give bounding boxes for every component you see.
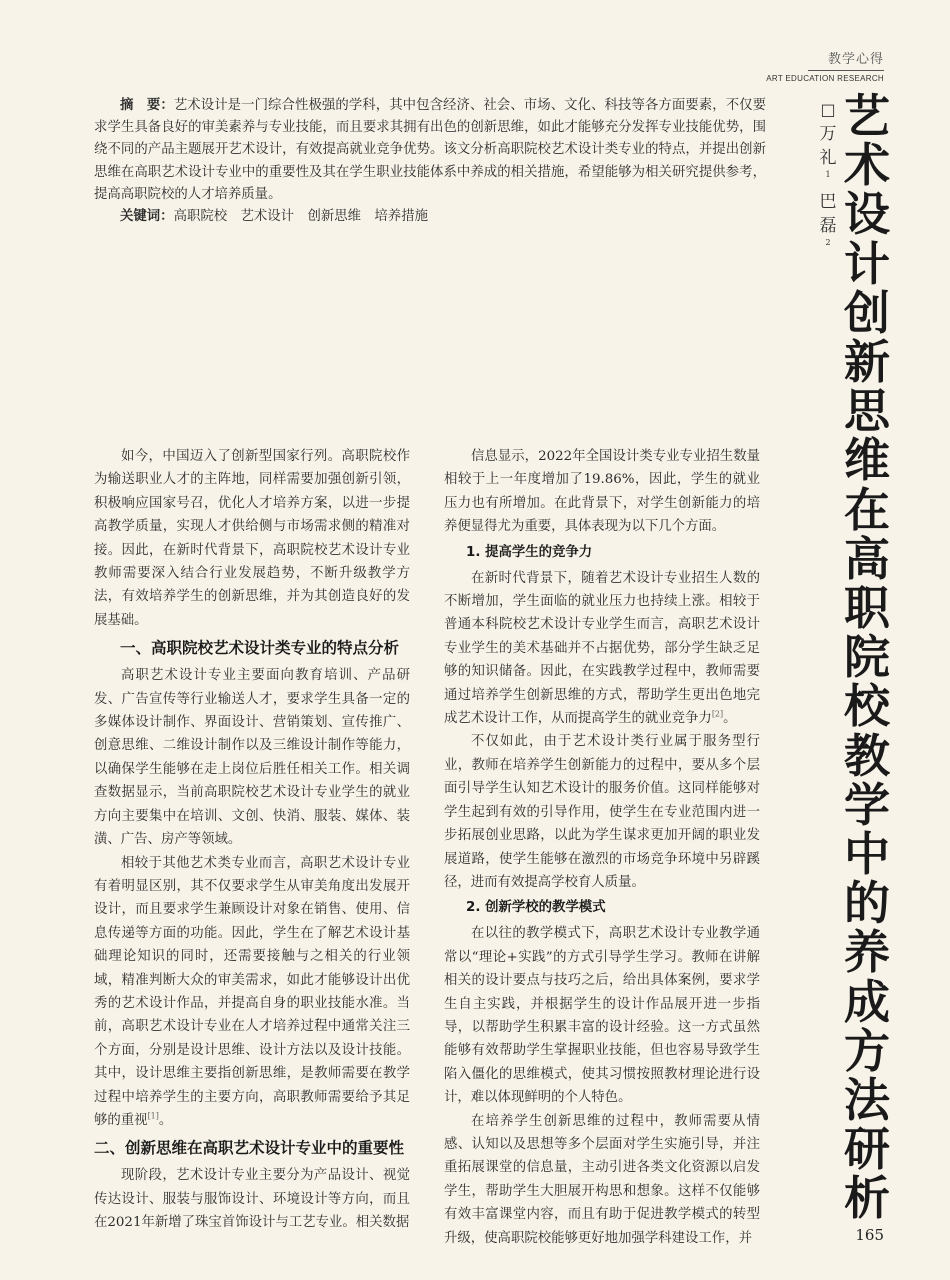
byline-box-icon: □ (820, 100, 836, 119)
paragraph: 不仅如此，由于艺术设计类行业属于服务型行业，教师在培养学生创新能力的过程中，要从多个层面引导学生认知艺术设计的服务价值。这同样能够对学生起到有效的引导作用，使学生在专业范围内进一步拓展创业思路，以此为学生谋求更加开阔的职业发展道路，使学生能够在激烈的市场竞争环境中另辟蹊径，进而有效提高学校育人质量。 (444, 734, 760, 890)
paragraph: 相较于其他艺术类专业而言，高职艺术设计专业有着明显区别，其不仅要求学生从审美角度出发展开设计，而且要求学生兼顾设计对象在销售、使用、信息传递等方面的功能。因此，学生在了解艺术设计基础理论知识的同时，还需要接触与之相关的行业领域，精准判断大众的审美需求，如此才能够设计出优秀的艺术设计作品，并提高自身的职业技能水准。当前，高职艺术设计专业在人才培养过程中通常关注三个方面，分别是设计思维、设计方法以及设计技能。其中，设计思维主要指创新思维，是教师需要在教学过程中培养学生的主要方向，高职教师需要给予其足够的重视[1]。 (94, 855, 410, 1128)
section-title: 教学心得 (827, 52, 884, 67)
paragraph: 高职艺术设计专业主要面向教育培训、产品研发、广告宣传等行业输送人才，要求学生具备一定的多媒体设计制作、界面设计、营销策划、宣传推广、创意思维、二维设计制作以及三维设计制作等能力，以确保学生能够在走上岗位后胜任相关工作。相关调查数据显示，当前高职院校艺术设计专业学生的就业方向主要集中在培训、文创、快消、服装、媒体、装潢、广告、房产等领域。 (94, 668, 410, 848)
page-number: 165 (855, 1226, 884, 1244)
section-heading-1: 一、高职院校艺术设计类专业的特点分析 (120, 639, 400, 658)
keywords-label: 关键词： (120, 209, 174, 225)
body-right-column (444, 445, 760, 1250)
section-heading-2: 二、创新思维在高职艺术设计专业中的重要性 (94, 1139, 405, 1158)
author-byline (818, 98, 838, 248)
subsection-heading-1: 1. 提高学生的竞争力 (466, 544, 593, 560)
article-title: 艺术设计创新思维在高职院校教学中的养成方法研析 (844, 89, 890, 1226)
citation-ref-2: [2] (711, 709, 724, 719)
subsection-heading-2: 2. 创新学校的教学模式 (466, 900, 606, 916)
body-left-column (94, 445, 410, 1235)
header-rule (808, 70, 884, 71)
running-header (766, 48, 884, 83)
paragraph: 在新时代背景下，随着艺术设计专业招生人数的不断增加，学生面临的就业压力也持续上涨。相较于普通本科院校艺术设计专业学生而言，高职艺术设计专业学生的美术基础并不占据优势，部分学生缺乏足够的知识储备。因此，在实践教学过程中，教师需要通过培养学生创新思维的方式，帮助学生更出色地完成艺术设计工作，从而提高学生的就业竞争力[2]。 (444, 570, 760, 727)
paragraph: 在以往的教学模式下，高职艺术设计专业教学通常以“理论+实践”的方式引导学生学习。教师在讲解相关的设计要点与技巧之后，给出具体案例，要求学生自主实践，并根据学生的设计作品展开进一步指导，以帮助学生积累丰富的设计经验。这一方式虽然能够有效帮助学生掌握职业技能，但也容易导致学生陷入僵化的思维模式，使其习惯按照教材理论进行设计，难以体现鲜明的个人特色。 (444, 926, 760, 1106)
paragraph: 现阶段，艺术设计专业主要分为产品设计、视觉传达设计、服装与服饰设计、环境设计等方向，而且在2021年新增了珠宝首饰设计与工艺专业。相关数据 (94, 1168, 410, 1231)
paragraph: 在培养学生创新思维的过程中，教师需要从情感、认知以及思想等多个层面对学生实施引导，并注重拓展课堂的信息量，主动引进各类文化资源以启发学生，帮助学生大胆展开构思和想象。这样不仅能够有效丰富课堂内容，而且有助于促进教学模式的转型升级，使高职院校能够更好地加强学科建设工作，并 (444, 1113, 760, 1246)
abstract-label: 摘 要： (120, 98, 174, 113)
section-subtitle: ART EDUCATION RESEARCH (766, 74, 884, 83)
keywords-text: 高职院校 艺术设计 创新思维 培养措施 (173, 209, 428, 225)
abstract-text: 艺术设计是一门综合性极强的学科，其中包含经济、社会、市场、文化、科技等各方面要素，不仅要求学生具备良好的审美素养与专业技能，而且要求其拥有出色的创新思维，如此才能够充分发挥专业技能优势，围绕不同的产品主题展开艺术设计，有效提高就业竞争优势。该文分析高职院校艺术设计类专业的特点，并提出创新思维在高职艺术设计专业中的重要性及其在学生职业技能体系中养成的相关措施，希望能够为相关研究提供参考，提高高职院校的人才培养质量。 (94, 98, 767, 202)
author-1-name: 万礼 (819, 124, 837, 168)
author-2-name: 巴磊 (819, 192, 837, 236)
author-1-affiliation-mark: 1 (825, 170, 831, 179)
paragraph: 信息显示，2022年全国设计类专业专业招生数量相较于上一年度增加了19.86%，因此，学生的就业压力也有所增加。在此背景下，对学生创新能力的培养便显得尤为重要，具体表现为以下几个方面。 (444, 449, 760, 535)
abstract-block (94, 95, 766, 228)
citation-ref-1: [1] (147, 1111, 159, 1121)
author-2-affiliation-mark: 2 (825, 238, 831, 247)
paragraph: 如今，中国迈入了创新型国家行列。高职院校作为输送职业人才的主阵地，同样需要加强创新引领，积极响应国家号召，优化人才培养方案，以进一步提高教学质量，实现人才供给侧与市场需求侧的精准对接。因此，在新时代背景下，高职院校艺术设计专业教师需要深入结合行业发展趋势，不断升级教学方法，有效培养学生的创新思维，并为其创造良好的发展基础。 (94, 449, 410, 628)
